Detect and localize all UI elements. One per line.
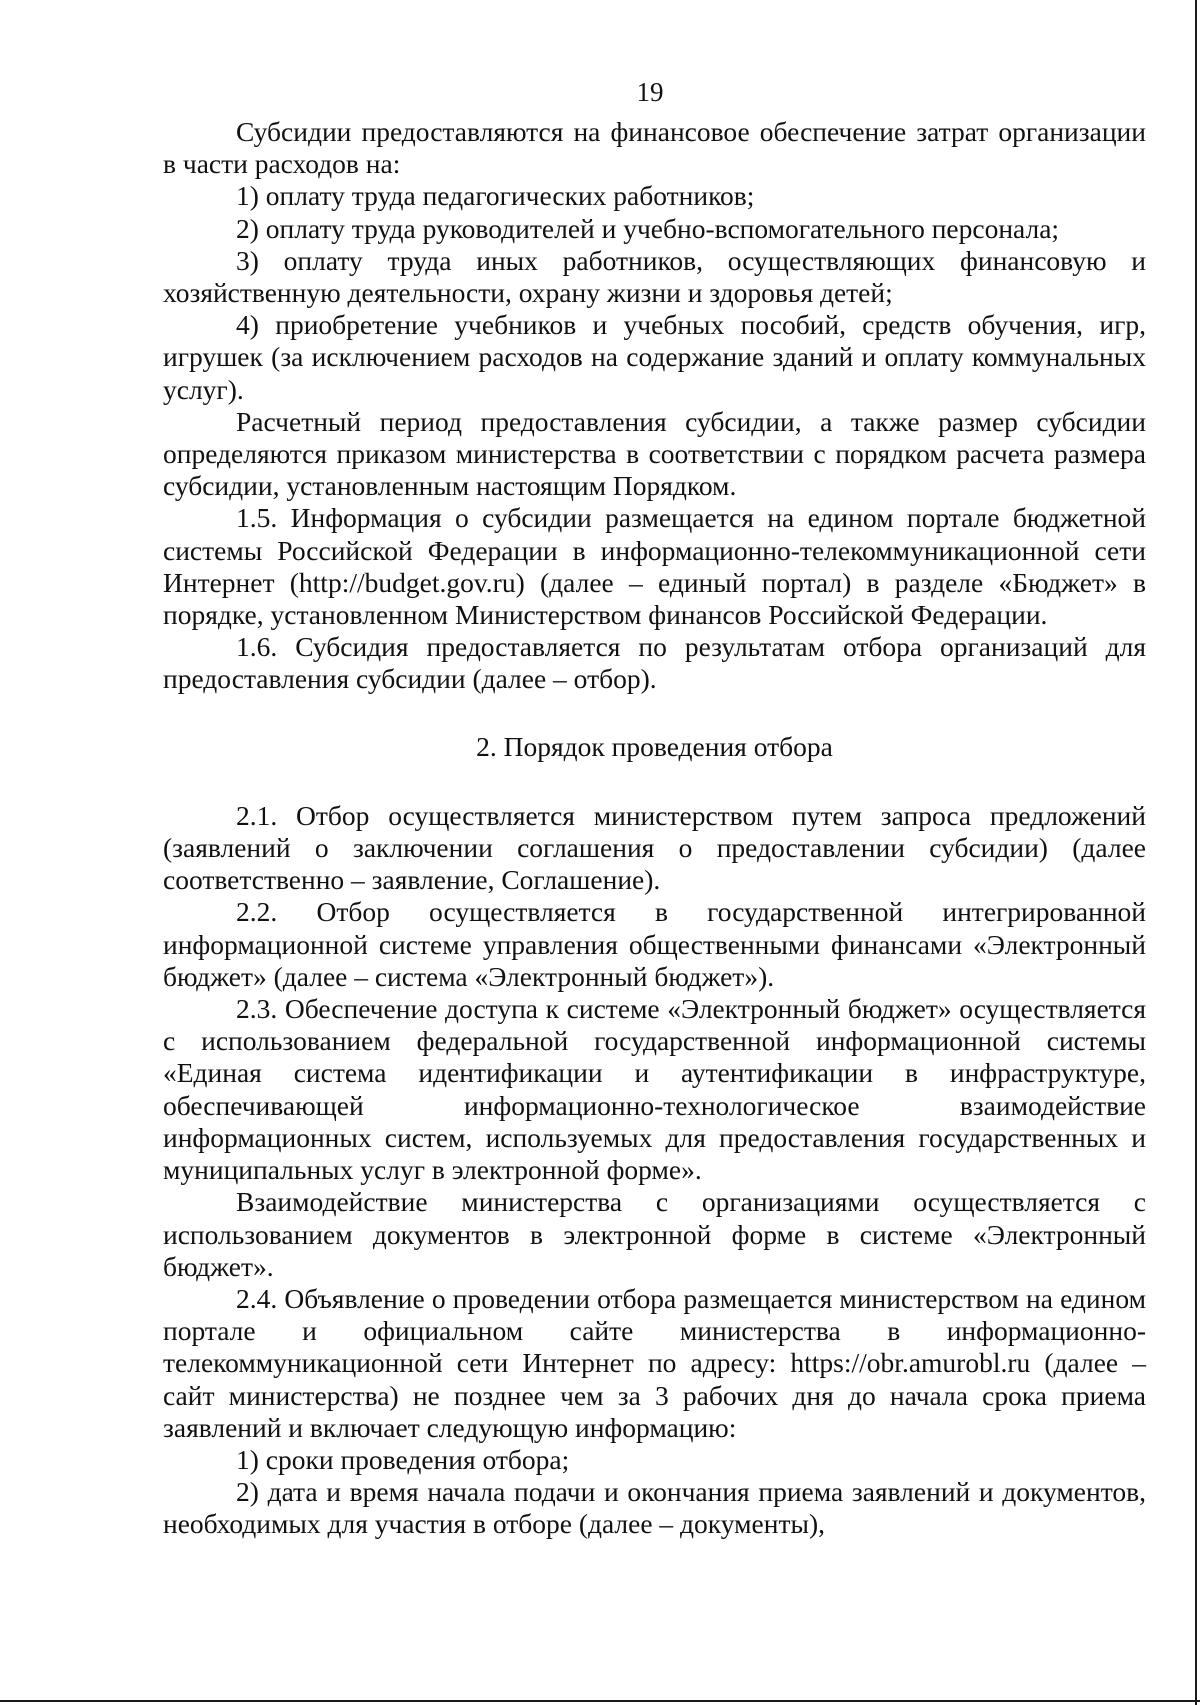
paragraph-2-1: 2.1. Отбор осуществляется министерством путем запроса предложений (заявлений о заключении соглашения о предоставлении субсидии) (далее соответственно – заявление, Соглашение). <box>163 799 1146 896</box>
paragraph-1-5: 1.5. Информация о субсидии размещается на едином портале бюджетной системы Российской Федерации в информационно-телекоммуникационной сети Интернет (http://budget.gov.ru) (далее – единый портал) в разделе «Бюджет» в порядке, установленном Министерством финансов Российской Федерации. <box>163 502 1146 631</box>
list-item: 2) дата и время начала подачи и окончания приема заявлений и документов, необходимых для участия в отборе (далее – документы), <box>163 1476 1146 1540</box>
paragraph-2-4: 2.4. Объявление о проведении отбора размещается министерством на едином портале и официальном сайте министерства в информационно-телекоммуникационной сети Интернет по адресу: https://obr.amurobl.ru (далее – сайт министерства) не позднее чем за 3 рабочих дня до начала срока приема заявлений и включает следующую информацию: <box>163 1282 1146 1443</box>
list-item: 3) оплату труда иных работников, осуществляющих финансовую и хозяйственную деятельности, охрану жизни и здоровья детей; <box>163 244 1146 309</box>
list-item: 1) оплату труда педагогических работников; <box>236 180 755 212</box>
list-item: 4) приобретение учебников и учебных пособий, средств обучения, игр, игрушек (за исключением расходов на содержание зданий и оплату коммунальных услуг). <box>163 309 1146 405</box>
list-item: 2) оплату труда руководителей и учебно-вспомогательного персонала; <box>236 212 1060 244</box>
paragraph-1-6: 1.6. Субсидия предоставляется по результатам отбора организаций для предоставления субсидии (далее – отбор). <box>163 631 1146 695</box>
document-body <box>163 116 1146 1541</box>
paragraph-subsidy-purpose: Субсидии предоставляются на финансовое обеспечение затрат организации в части расходов на: <box>163 116 1146 180</box>
paragraph-2-2: 2.2. Отбор осуществляется в государственной интегрированной информационной системе управления общественными финансами «Электронный бюджет» (далее – система «Электронный бюджет»). <box>163 896 1146 992</box>
page-number: 19 <box>636 77 664 107</box>
section-heading: 2. Порядок проведения отбора <box>476 730 833 762</box>
list-item: 1) сроки проведения отбора; <box>236 1443 570 1475</box>
paragraph-2-3: 2.3. Обеспечение доступа к системе «Электронный бюджет» осуществляется с использованием федеральной государственной информационной системы «Единая система идентификации и аутентификации в инфраструктуре, обеспечивающей информационно-технологическое взаимодействие информационных систем, используемых для предоставления государственных и муниципальных услуг в электронной форме». <box>163 993 1146 1186</box>
paragraph-interaction: Взаимодействие министерства с организациями осуществляется с использованием документов в электронной форме в системе «Электронный бюджет». <box>163 1186 1146 1282</box>
scan-edge-right <box>1195 0 1197 1705</box>
paragraph-settlement-period: Расчетный период предоставления субсидии, а также размер субсидии определяются приказом министерства в соответствии с порядком расчета размера субсидии, установленным настоящим Порядком. <box>163 405 1146 502</box>
scan-edge-bottom <box>0 1700 1200 1702</box>
